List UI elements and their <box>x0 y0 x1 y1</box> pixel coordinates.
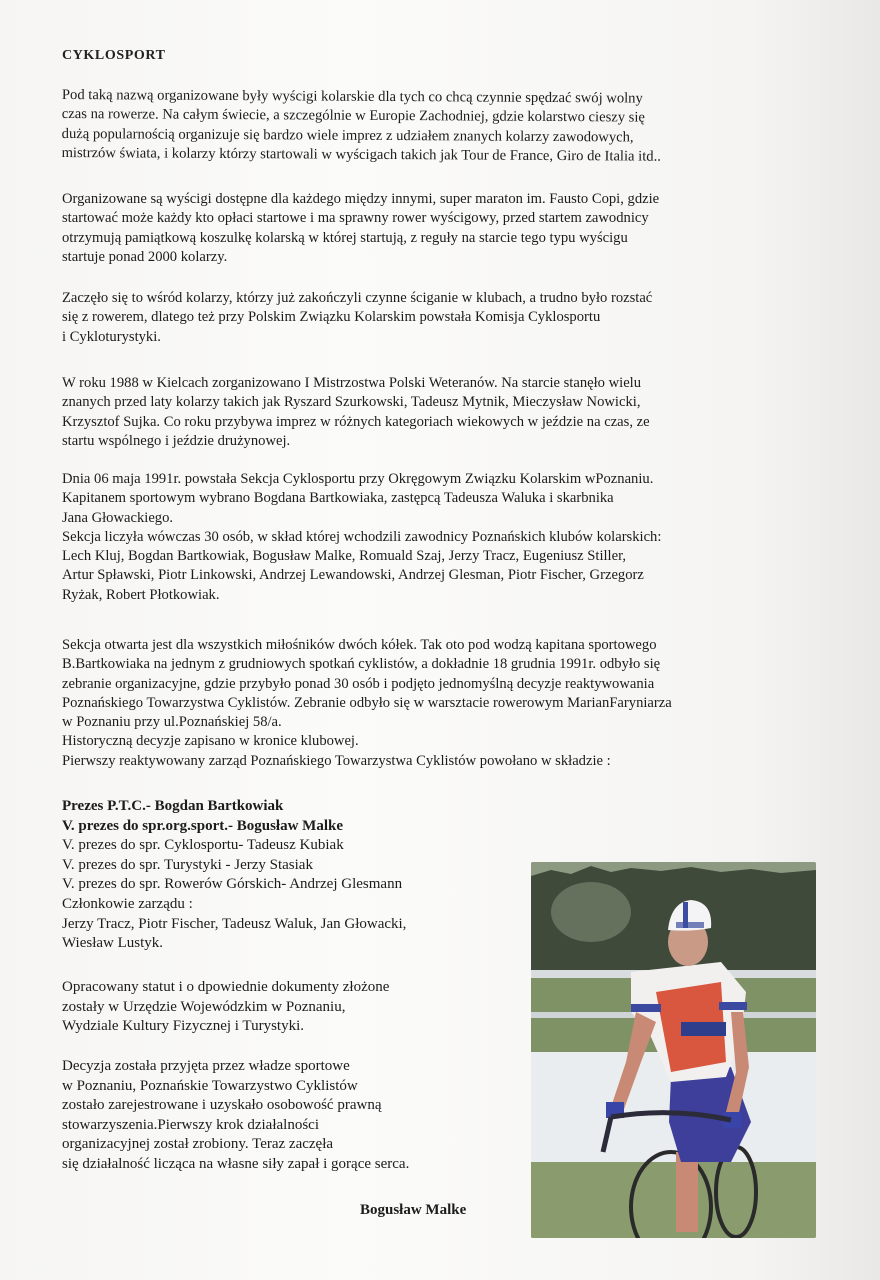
text-line: B.Bartkowiaka na jednym z grudniowych spotkań cyklistów, a dokładnie 18 grudnia 1991r. odbyło się <box>62 656 661 673</box>
board-member-vp-cyclosport: V. prezes do spr. Cyklosportu- Tadeusz Kubiak <box>62 837 344 854</box>
text-line: mistrzów świata, i kolarzy którzy startowali w wyścigach takich jak Tour de France, Giro de Italia itd.. <box>61 144 661 165</box>
text-line: w Poznaniu przy ul.Poznańskiej 58/a. <box>62 714 282 731</box>
paragraph-origins <box>62 289 818 347</box>
text-line: w Poznaniu, Poznańskie Towarzystwo Cyklistów <box>62 1077 358 1094</box>
text-line: startu wspólnego i jeździe drużynowej. <box>62 432 291 449</box>
text-line: Wydziale Kultury Fizycznej i Turystyki. <box>62 1018 304 1035</box>
text-line: Krzysztof Sujka. Co roku przybywa imprez w różnych kategoriach wiekowych w jeździe na czas, ze <box>62 413 650 430</box>
text-line: Sekcja otwarta jest dla wszystkich miłośników dwóch kółek. Tak oto pod wodzą kapitana sportowego <box>62 637 657 653</box>
text-line: otrzymują pamiątkową koszulkę kolarską w której startują, z reguły na starcie tego typu wyścigu <box>62 229 628 246</box>
text-line: zostały w Urzędzie Wojewódzkim w Poznaniu, <box>62 998 346 1015</box>
text-line: Organizowane są wyścigi dostępne dla każdego między innymi, super maraton im. Fausto Copi, gdzie <box>62 191 660 207</box>
board-members-names: Jerzy Tracz, Piotr Fischer, Tadeusz Waluk, Jan Głowacki, <box>62 915 407 932</box>
text-line: Jana Głowackiego. <box>62 509 174 526</box>
text-line: dużą popularnością organizuje się bardzo wiele imprez z udziałem znanych kolarzy zawodowych, <box>61 125 634 146</box>
board-member-vp-mtb: V. prezes do spr. Rowerów Górskich- Andrzej Glesmann <box>62 876 403 893</box>
text-line: się z rowerem, dlatego też przy Polskim Związku Kolarskim powstała Komisja Cyklosportu <box>62 309 601 326</box>
text-line: Pod taką nazwą organizowane były wyścigi kolarskie dla tych co chcą czynnie spędzać swój wolny <box>61 86 643 107</box>
paragraph-section-founding <box>62 470 818 605</box>
text-line: Opracowany statut i o dpowiednie dokumenty złożone <box>62 979 390 995</box>
cyclist-image <box>531 862 816 1238</box>
text-line: startować może każdy kto opłaci startowe i ma sprawny rower wyścigowy, przed startem zawodnicy <box>62 210 649 227</box>
text-line: zostało zarejestrowane i uzyskało osobowość prawną <box>62 1097 382 1114</box>
paragraph-intro <box>62 86 818 168</box>
text-line: Decyzja została przyjęta przez władze sportowe <box>62 1058 350 1074</box>
text-line: czas na rowerze. Na całym świecie, a szczególnie w Europie Zachodniej, gdzie kolarstwo cieszy się <box>61 106 645 126</box>
paragraph-registration <box>62 1057 522 1175</box>
paragraph-reactivation <box>62 636 818 771</box>
text-line: i Cykloturystyki. <box>62 328 161 345</box>
text-line: organizacyjnej został zrobiony. Teraz zaczęła <box>62 1136 334 1153</box>
text-line: Sekcja liczyła wówczas 30 osób, w skład której wchodzili zawodnicy Poznańskich klubów kolarskich: <box>62 528 662 545</box>
board-member-vp-tourism: V. prezes do spr. Turystyki - Jerzy Stasiak <box>62 856 313 873</box>
board-member-president: Prezes P.T.C.- Bogdan Bartkowiak <box>62 798 284 814</box>
board-members-list <box>62 797 532 954</box>
text-line: stowarzyszenia.Pierwszy krok działalności <box>62 1116 319 1133</box>
text-line: Artur Spławski, Piotr Linkowski, Andrzej Lewandowski, Andrzej Glesman, Piotr Fischer, Grzegorz <box>62 567 644 584</box>
author-signature: Bogusław Malke <box>360 1202 467 1218</box>
text-line: się działalność licząca na własne siły zapał i gorące serca. <box>62 1155 410 1172</box>
text-line: zebranie organizacyjne, gdzie przybyło ponad 30 osób i podjęto jednomyślną decyzje reaktywowania <box>62 675 655 692</box>
text-line: Lech Kluj, Bogdan Bartkowiak, Bogusław Malke, Romuald Szaj, Jerzy Tracz, Eugeniusz Stiller, <box>62 548 627 565</box>
text-line: Pierwszy reaktywowany zarząd Poznańskiego Towarzystwa Cyklistów powołano w składzie : <box>62 752 611 769</box>
text-line: Historyczną decyzje zapisano w kronice klubowej. <box>62 733 359 750</box>
board-member-vp-org: V. prezes do spr.org.sport.- Bogusław Malke <box>62 817 343 834</box>
text-line: Ryżak, Robert Płotkowiak. <box>62 586 220 603</box>
text-line: Zaczęło się to wśród kolarzy, którzy już zakończyli czynne ściganie w klubach, a trudno było rozstać <box>62 290 653 306</box>
board-members-names: Wiesław Lustyk. <box>62 935 164 952</box>
paragraph-statute <box>62 978 522 1037</box>
paragraph-1988-championship <box>62 374 818 451</box>
text-line: Dnia 06 maja 1991r. powstała Sekcja Cyklosportu przy Okręgowym Związku Kolarskim wPoznaniu. <box>62 471 654 487</box>
board-members-label: Członkowie zarządu : <box>62 895 193 912</box>
paragraph-races <box>62 190 818 267</box>
text-line: W roku 1988 w Kielcach zorganizowano I Mistrzostwa Polski Weteranów. Na starcie stanęło wielu <box>62 375 642 391</box>
text-line: Poznańskiego Towarzystwa Cyklistów. Zebranie odbyło się w warsztacie rowerowym MarianFaryniarza <box>62 694 672 711</box>
text-line: Kapitanem sportowym wybrano Bogdana Bartkowiaka, zastępcą Tadeusza Waluka i skarbnika <box>62 490 614 507</box>
cyclist-photo <box>531 862 816 1238</box>
text-line: znanych przed laty kolarzy takich jak Ryszard Szurkowski, Tadeusz Mytnik, Mieczysław Nowicki, <box>62 394 641 411</box>
document-title: CYKLOSPORT <box>62 48 166 63</box>
text-line: startuje ponad 2000 kolarzy. <box>62 248 228 265</box>
